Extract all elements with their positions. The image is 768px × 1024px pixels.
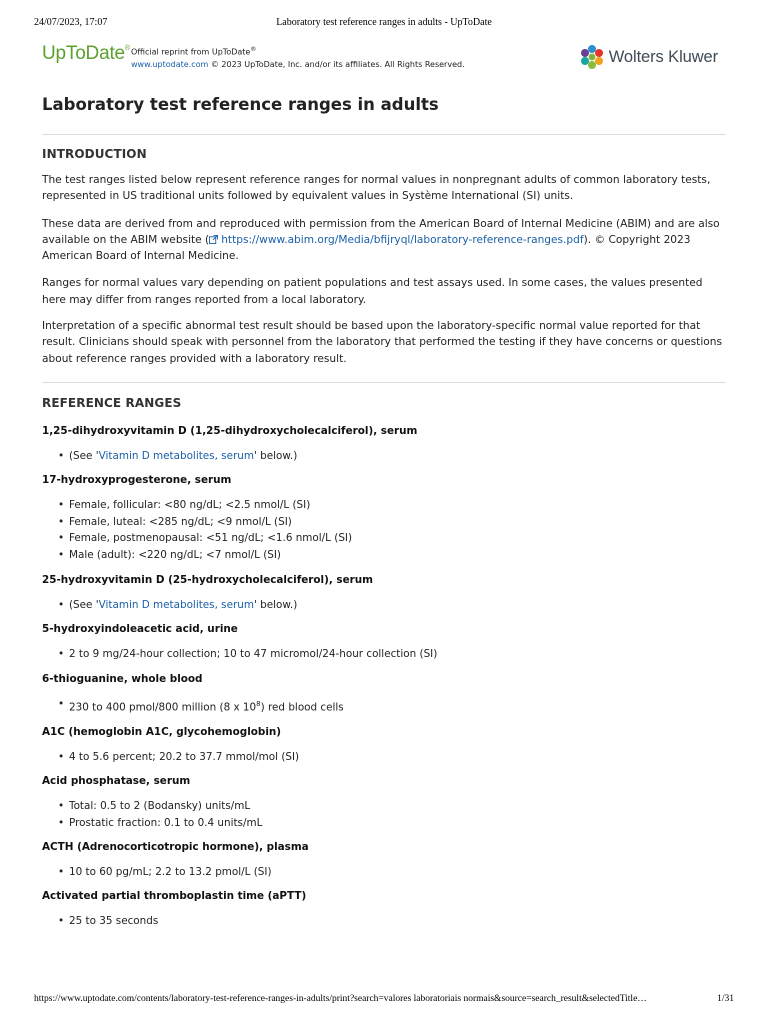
list-item: • (See 'Vitamin D metabolites, serum' below.): [69, 448, 726, 464]
list-item: • (See 'Vitamin D metabolites, serum' below.): [69, 597, 726, 613]
test-name: 17-hydroxyprogesterone, serum: [42, 474, 232, 487]
list-item: • 25 to 35 seconds: [69, 913, 726, 929]
abim-link[interactable]: https://www.abim.org/Media/bfijryql/laboratory-reference-ranges.pdf: [221, 233, 584, 246]
list-item: • 2 to 9 mg/24-hour collection; 10 to 47 micromol/24-hour collection (SI): [69, 646, 726, 662]
test-name: Acid phosphatase, serum: [42, 775, 191, 788]
external-link-icon: [209, 235, 218, 244]
test-values: [42, 696, 726, 716]
list-item: • Female, luteal: <285 ng/dL; <9 nmol/L (SI): [69, 514, 726, 530]
print-url: https://www.uptodate.com/contents/laboratory-test-reference-ranges-in-adults/print?search=valores laboratoriais normais&source=search_result&selectedTitle…: [34, 994, 647, 1004]
list-item: • 10 to 60 pg/mL; 2.2 to 13.2 pmol/L (SI): [69, 864, 726, 880]
print-page-title: Laboratory test reference ranges in adults - UpToDate: [276, 17, 492, 28]
uptodate-logo: UpToDate®: [42, 43, 130, 64]
test-values: [42, 646, 726, 662]
publisher-name: Wolters Kluwer: [608, 47, 718, 66]
wolters-kluwer-mark-icon: [579, 44, 605, 70]
list-item: • 4 to 5.6 percent; 20.2 to 37.7 mmol/mol (SI): [69, 749, 726, 765]
intro-paragraph-1: The test ranges listed below represent reference ranges for normal values in nonpregnant adults of common laboratory tests, represented in US traditional units followed by equivalent values in Système International (SI) units.: [42, 174, 711, 203]
print-header: [34, 17, 734, 31]
reference-ranges-heading: REFERENCE RANGES: [42, 395, 182, 410]
page-title: Laboratory test reference ranges in adults: [42, 95, 439, 114]
test-name: 1,25-dihydroxyvitamin D (1,25-dihydroxycholecalciferol), serum: [42, 424, 418, 437]
intro-paragraph-4: Interpretation of a specific abnormal test result should be based upon the laboratory-specific normal value reported for that result. Clinicians should speak with personnel from the laboratory that performed the testing if they have concerns or questions about reference ranges provided with a laboratory result.: [42, 320, 722, 365]
list-item: • Total: 0.5 to 2 (Bodansky) units/mL: [69, 798, 726, 814]
print-datetime: 24/07/2023, 17:07: [34, 17, 108, 28]
print-footer: [34, 994, 734, 1008]
test-values: [42, 749, 726, 765]
article: [42, 92, 726, 930]
test-name: 6-thioguanine, whole blood: [42, 672, 203, 685]
list-item: • 230 to 400 pmol/800 million (8 x $10^8$) red blood cells: [69, 696, 726, 716]
divider: [42, 134, 726, 135]
wolters-kluwer-logo: [579, 43, 718, 71]
copyright-text: © 2023 UpToDate, Inc. and/or its affiliates. All Rights Reserved.: [208, 59, 465, 69]
vitamin-d-link[interactable]: Vitamin D metabolites, serum: [98, 449, 254, 462]
test-name: 5-hydroxyindoleacetic acid, urine: [42, 623, 238, 636]
test-values: [42, 497, 726, 563]
vitamin-d-link[interactable]: Vitamin D metabolites, serum: [98, 599, 254, 611]
list-item: • Male (adult): <220 ng/dL; <7 nmol/L (SI): [69, 547, 726, 563]
intro-heading: INTRODUCTION: [42, 147, 147, 161]
list-item: • Female, postmenopausal: <51 ng/dL; <1.6 nmol/L (SI): [69, 530, 726, 546]
brand-bar: [42, 42, 718, 72]
list-item: • Female, follicular: <80 ng/dL; <2.5 nmol/L (SI): [69, 497, 726, 513]
page-number: 1/31: [717, 994, 734, 1004]
intro-paragraph-2: These data are derived from and reproduced with permission from the American Board of Internal Medicine (ABIM) and are also available on the ABIM website ( https://www.abim.org/Media/bfijryql/laboratory-reference-ranges.pdf). © Copyright 2023 American Board of Internal Medicine.: [42, 217, 720, 263]
list-item: • Prostatic fraction: 0.1 to 0.4 units/mL: [69, 815, 726, 831]
divider: [42, 382, 726, 383]
intro-paragraph-3: Ranges for normal values vary depending on patient populations and test assays used. In some cases, the values presented here may differ from ranges reported from a local laboratory.: [42, 277, 703, 306]
test-values: [42, 798, 726, 831]
test-values: [42, 864, 726, 880]
test-values: [42, 448, 726, 464]
test-name: A1C (hemoglobin A1C, glycohemoglobin): [42, 725, 282, 738]
test-name: 25-hydroxyvitamin D (25-hydroxycholecalciferol), serum: [42, 574, 373, 586]
test-values: [42, 913, 726, 929]
test-name: ACTH (Adrenocorticotropic hormone), plasma: [42, 840, 309, 853]
uptodate-site-link[interactable]: www.uptodate.com: [131, 59, 209, 69]
reprint-notice: Official reprint from UpToDate® www.uptodate.com © 2023 UpToDate, Inc. and/or its affiliates. All Rights Reserved.: [131, 46, 465, 69]
reprint-label: Official reprint from UpToDate: [131, 47, 251, 57]
test-name: Activated partial thromboplastin time (aPTT): [42, 890, 307, 903]
test-values: [42, 597, 726, 613]
